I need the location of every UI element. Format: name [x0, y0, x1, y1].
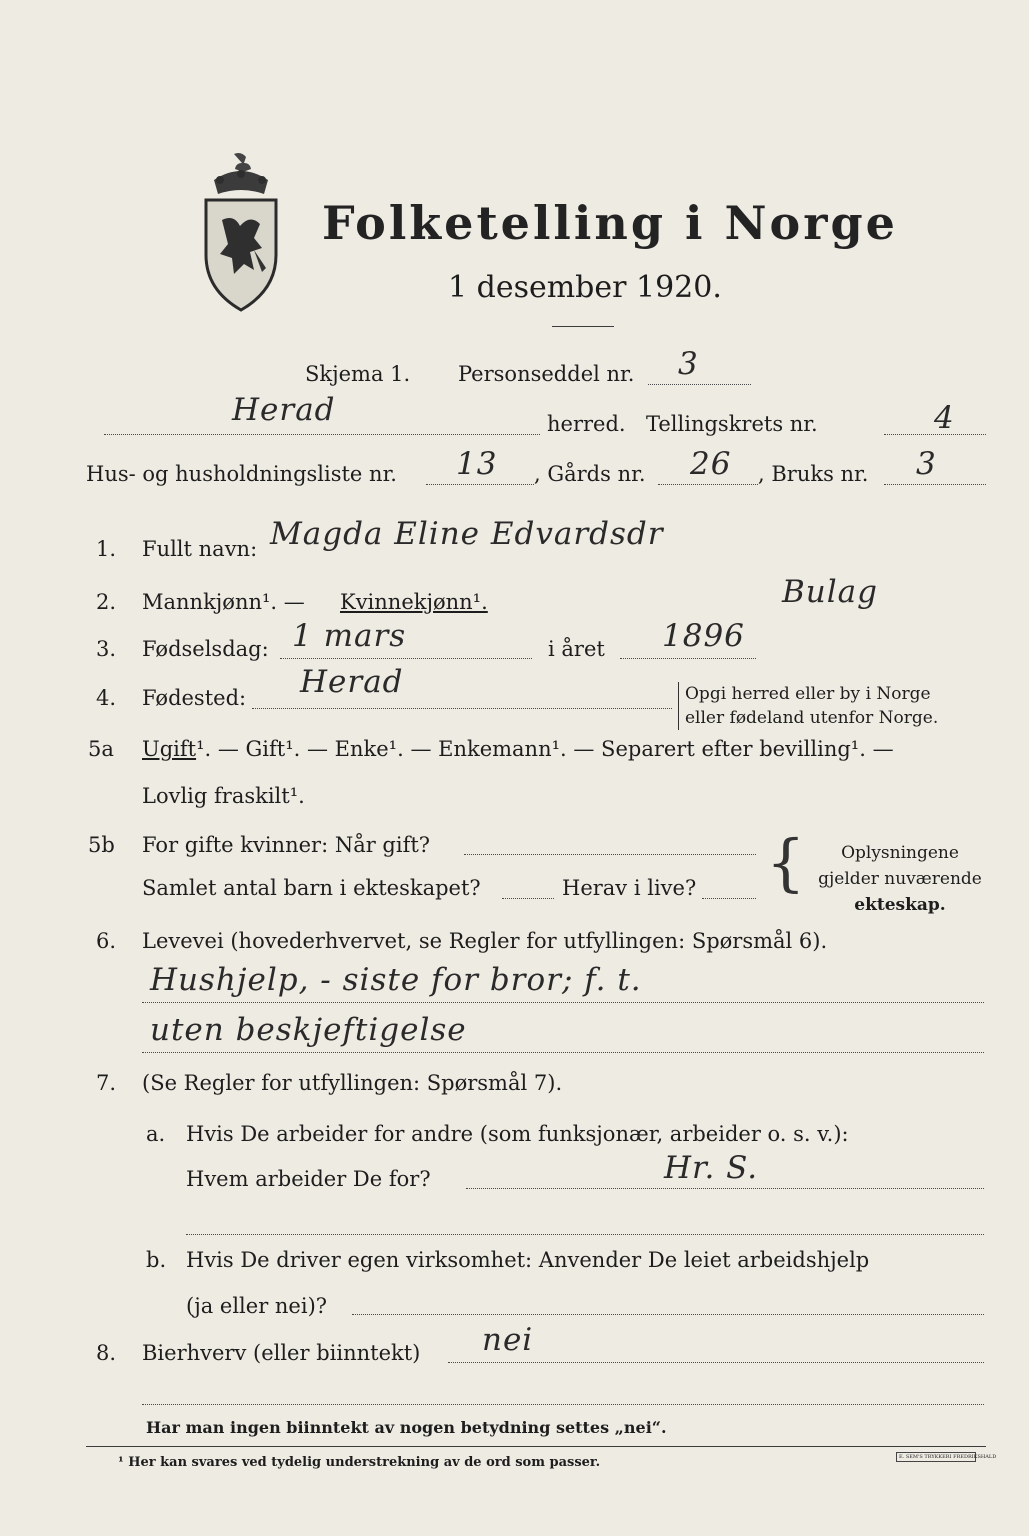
- q7b-jaellernei-label: (ja eller nei)?: [186, 1294, 328, 1318]
- q5b-married-label: For gifte kvinner: Når gift?: [142, 833, 431, 857]
- q5a-number: 5a: [88, 737, 114, 761]
- q7b-letter: b.: [146, 1248, 167, 1272]
- q5a-other-options[interactable]: ¹. — Gift¹. — Enke¹. — Enkemann¹. — Separert efter bevilling¹. —: [196, 737, 894, 761]
- q7a-letter: a.: [146, 1122, 166, 1146]
- tellingskrets-value[interactable]: 4: [934, 400, 955, 436]
- q7a-employer-label: Hvem arbeider De for?: [186, 1167, 431, 1191]
- q3-birthdate-value[interactable]: 1 mars: [292, 618, 407, 654]
- q6-number: 6.: [96, 929, 117, 953]
- q5a-ugift-option[interactable]: Ugift: [142, 737, 197, 761]
- q1-surname-value[interactable]: Bulag: [782, 574, 878, 610]
- tellingskrets-label: Tellingskrets nr.: [646, 412, 818, 436]
- q3-year-value[interactable]: 1896: [662, 618, 745, 654]
- gards-value[interactable]: 26: [690, 446, 732, 482]
- q7-label: (Se Regler for utfyllingen: Spørsmål 7).: [142, 1071, 563, 1095]
- q6-occupation-value-line1[interactable]: Hushjelp, - siste for bror; f. t.: [150, 962, 642, 998]
- q2-number: 2.: [96, 590, 117, 614]
- q8-number: 8.: [96, 1341, 117, 1365]
- husholdningsliste-value[interactable]: 13: [456, 446, 498, 482]
- printer-stamp: E. SEM'S TRYKKERI FREDRIKSHALD: [896, 1452, 976, 1462]
- schema-label: Skjema 1.: [305, 362, 411, 386]
- herred-label: herred.: [547, 412, 626, 436]
- q8-value[interactable]: nei: [482, 1322, 534, 1358]
- q5b-alive-label: Herav i live?: [562, 876, 697, 900]
- q3-year-label: i året: [548, 637, 605, 661]
- personseddel-value[interactable]: 3: [678, 346, 699, 382]
- q4-note-line1: Opgi herred eller by i Norge: [685, 684, 931, 704]
- q7a-employer-value[interactable]: Hr. S.: [664, 1150, 759, 1186]
- footnote: ¹ Her kan svares ved tydelig understrekning av de ord som passer.: [118, 1455, 601, 1470]
- form-title: Folketelling i Norge: [322, 196, 898, 250]
- q5b-brace: {: [766, 826, 806, 899]
- q5b-note: [806, 840, 994, 918]
- title-divider: [552, 326, 614, 327]
- q1-label: Fullt navn:: [142, 537, 258, 561]
- q1-number: 1.: [96, 537, 117, 561]
- q5b-note-line2: gjelder nuværende: [818, 869, 982, 889]
- coat-of-arms-icon: [196, 150, 286, 315]
- q3-number: 3.: [96, 637, 117, 661]
- q8-label: Bierhverv (eller biinntekt): [142, 1341, 421, 1365]
- q5b-children-label: Samlet antal barn i ekteskapet?: [142, 876, 481, 900]
- q6-label: Levevei (hovederhvervet, se Regler for utfyllingen: Spørsmål 6).: [142, 929, 828, 953]
- q4-label: Fødested:: [142, 686, 247, 710]
- bruks-value[interactable]: 3: [916, 446, 937, 482]
- herred-value[interactable]: Herad: [232, 392, 336, 428]
- form-date: 1 desember 1920.: [448, 270, 722, 305]
- q2-mannkjonn-option[interactable]: Mannkjønn¹. —: [142, 590, 305, 614]
- q5b-note-line3: ekteskap.: [854, 895, 946, 915]
- q2-kvinnekjonn-option[interactable]: Kvinnekjønn¹.: [340, 590, 488, 614]
- q7a-label: Hvis De arbeider for andre (som funksjonær, arbeider o. s. v.):: [186, 1122, 849, 1146]
- q7b-label: Hvis De driver egen virksomhet: Anvender De leiet arbeidshjelp: [186, 1248, 870, 1272]
- personseddel-label: Personseddel nr.: [458, 362, 635, 386]
- q1-full-name-value[interactable]: Magda Eline Edvardsdr: [270, 516, 664, 552]
- bruks-label: , Bruks nr.: [758, 462, 869, 486]
- q4-note: [678, 682, 938, 730]
- q5b-note-line1: Oplysningene: [841, 843, 959, 863]
- q5a-fraskilt-option[interactable]: Lovlig fraskilt¹.: [142, 784, 305, 808]
- q7-number: 7.: [96, 1071, 117, 1095]
- footer-note: Har man ingen biinntekt av nogen betydning settes „nei“.: [146, 1418, 667, 1437]
- husholdningsliste-label: Hus- og husholdningsliste nr.: [86, 462, 397, 486]
- q3-label: Fødselsdag:: [142, 637, 269, 661]
- q4-birthplace-value[interactable]: Herad: [300, 664, 404, 700]
- q5b-number: 5b: [88, 833, 115, 857]
- q4-number: 4.: [96, 686, 117, 710]
- q5a-options: [142, 737, 894, 761]
- q6-occupation-value-line2[interactable]: uten beskjeftigelse: [150, 1012, 467, 1048]
- q4-note-line2: eller fødeland utenfor Norge.: [685, 708, 939, 728]
- gards-label: , Gårds nr.: [534, 462, 646, 486]
